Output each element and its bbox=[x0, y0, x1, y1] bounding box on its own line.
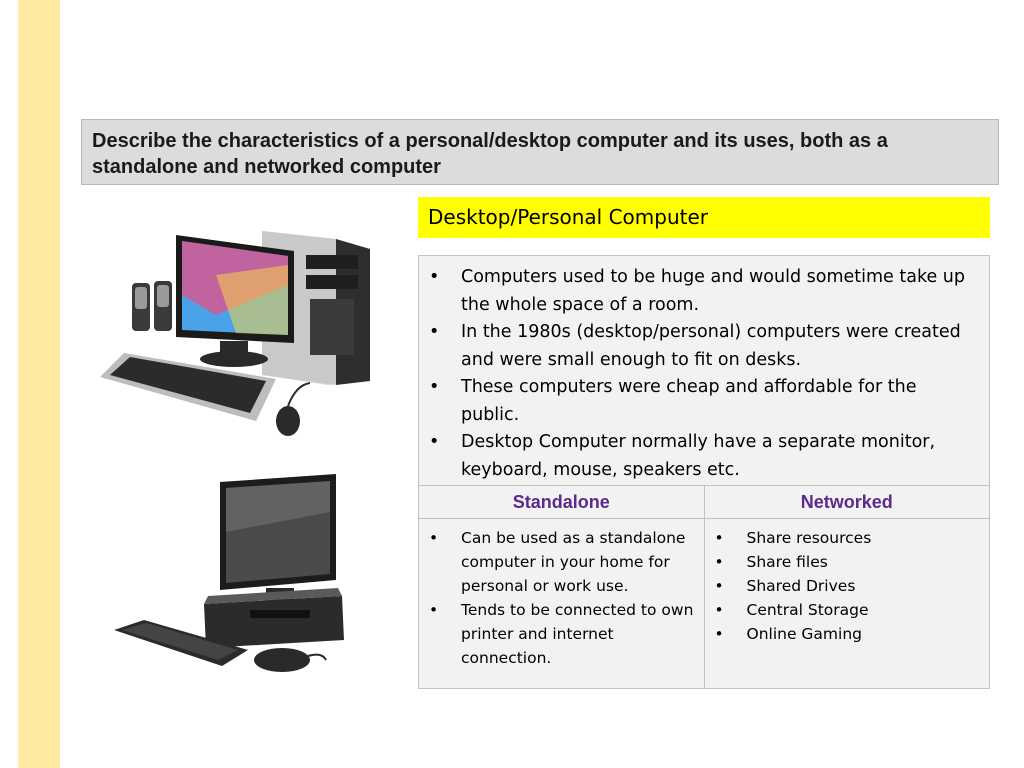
list-item: • Central Storage bbox=[714, 601, 869, 619]
list-item: • Desktop Computer normally have a separate monitor, keyboard, mouse, speakers etc. bbox=[429, 432, 936, 480]
desktop-base-unit bbox=[204, 596, 344, 648]
content-box bbox=[418, 255, 990, 689]
columns-header bbox=[419, 485, 989, 519]
side-stripe bbox=[18, 0, 60, 768]
list-item: • Shared Drives bbox=[714, 577, 856, 595]
objective-box bbox=[81, 119, 999, 185]
section-heading bbox=[418, 197, 990, 238]
list-item: • Computers used to be huge and would sometime take up the whole space of a room. bbox=[429, 267, 966, 315]
list-item: • Share resources bbox=[714, 529, 872, 547]
list-item: • Can be used as a standalone computer in your home for personal or work use. bbox=[429, 529, 686, 595]
networked-column bbox=[705, 519, 990, 689]
column-title-standalone: Standalone bbox=[419, 486, 705, 518]
list-item: • These computers were cheap and affordable for the public. bbox=[429, 377, 917, 425]
list-item: • Share files bbox=[714, 553, 828, 571]
list-item: • Online Gaming bbox=[714, 625, 863, 643]
mouse bbox=[254, 648, 310, 672]
columns-body bbox=[419, 519, 989, 689]
small-form-factor-pc-image bbox=[110, 472, 350, 682]
list-item: • Tends to be connected to own printer and internet connection. bbox=[429, 601, 694, 667]
characteristics-list bbox=[419, 256, 989, 484]
mouse bbox=[276, 406, 300, 436]
list-item: • In the 1980s (desktop/personal) computers were created and were small enough to fit on desks. bbox=[429, 322, 961, 370]
section-heading-text: Desktop/Personal Computer bbox=[428, 205, 709, 229]
standalone-column bbox=[419, 519, 705, 689]
objective-text: Describe the characteristics of a personal/desktop computer and its uses, both as a standalone and networked computer bbox=[92, 130, 888, 178]
column-title-networked: Networked bbox=[800, 492, 893, 512]
desktop-tower-pc-image bbox=[96, 225, 376, 440]
